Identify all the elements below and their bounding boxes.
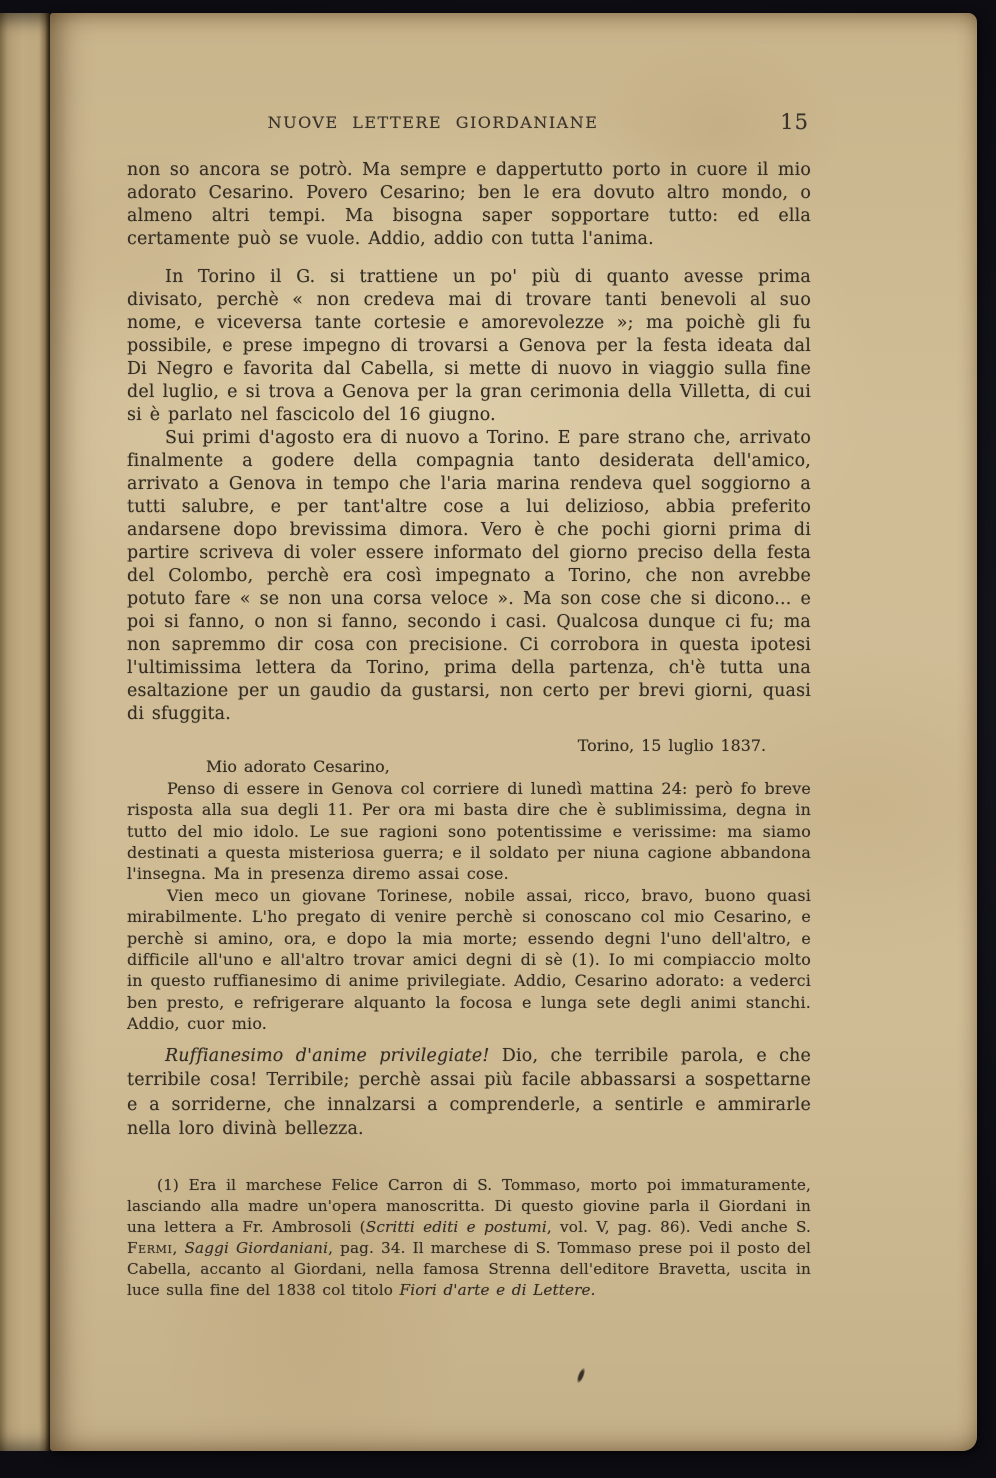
- footnote-cited-title-2: Saggi Giordaniani: [184, 1238, 329, 1257]
- footnote-text: ,: [172, 1238, 185, 1257]
- letter-paragraph-2: Vien meco un giovane Torinese, nobile assai, ricco, bravo, buono quasi mirabilmente. L'ho pregato di venire perchè si conoscano col mio Cesarino, e perchè si amino, ora, e dopo la mia morte; essendo degni l'uno dell'altro, e difficile all'uno e all'altro trovar amici degni di sè (1). Io mi compiaccio molto in questo ruffianesimo di anime privilegiate. Addio, Cesarino adorato: a vederci ben presto, e refrigerare alquanto la focosa e lunga sete degli animi stanchi. Addio, cuor mio.: [127, 885, 811, 1034]
- footnote-text: , vol. V, pag. 86). Vedi anche S.: [546, 1217, 812, 1236]
- footnote-cited-title-1: Scritti editi e postumi: [365, 1217, 547, 1236]
- letter-salutation: Mio adorato Cesarino,: [206, 757, 390, 777]
- letter-paragraph-1: Penso di essere in Genova col corriere di lunedì mattina 24: però fo breve risposta alla sua degli 11. Per ora mi basta dire che è sublimissima, degna in tutto del mio idolo. Le sue ragioni sono potentissime e verissime: ma siamo destinati a questa misteriosa guerra; e il soldato per niuna cagione abbandona l'insegna. Ma in presenza diremo assai cose.: [127, 778, 811, 884]
- commentary-italic-lead: Ruffianesimo d'anime privilegiate!: [165, 1045, 490, 1066]
- footnote-author-name: Fermi: [127, 1238, 173, 1257]
- page-number: 15: [780, 110, 809, 134]
- adjacent-page-edge: [0, 13, 50, 1451]
- paragraph-agosto: Sui primi d'agosto era di nuovo a Torino. E pare strano che, arrivato finalmente a godere della compagnia tanto desiderata dell'amico, arrivato a Genova in tempo che l'aria marina rendeva quel soggiorno a tutti salubre, e per tant'altre cose a lui delizioso, abbia preferito andarsene dopo brevissima dimora. Vero è che pochi giorni prima di partire scriveva di voler essere informato del giorno preciso della festa del Colombo, perchè era così impegnato a Torino, che non avrebbe potuto fare « se non una corsa veloce ». Ma son cose che si dicono... e poi si fanno, o non si fanno, secondo i casi. Qualcosa dunque ci fu; ma non sapremmo dir cosa con precisione. Ci corrobora in questa ipotesi l'ultimissima lettera da Torino, prima della partenza, ch'è tutta una esaltazione per un gaudio da gustarsi, non certo per brevi giorni, quasi di sfuggita.: [127, 428, 811, 724]
- text-block: [127, 159, 811, 1301]
- footnote-text: , pag. 34. Il marchese di S. Tommaso prese poi il posto del Cabella, accanto al Giordani, nella famosa Strenna dell'editore Bravetta, uscita in luce sulla fine del 1838 col titolo: [127, 1238, 811, 1299]
- paragraph-torino: In Torino il G. si trattiene un po' più di quanto avesse prima divisato, perchè « non credeva mai di trovare tanti benevoli al suo nome, e viceversa tante cortesie e amorevolezze »; ma poichè gli fu possibile, e prese impegno di trovarsi a Genova per la festa ideata dal Di Negro e favorita dal Cabella, si mette di nuovo in viaggio sulla fine del luglio, e si trova a Genova per la gran cerimonia della Villetta, di cui si è parlato nel fascicolo del 16 giugno.: [127, 267, 811, 425]
- footnote-paragraph: [127, 1175, 811, 1300]
- footnote-block: [127, 1175, 811, 1300]
- running-head: [127, 110, 811, 139]
- letter-dateline: Torino, 15 luglio 1837.: [577, 736, 766, 755]
- ink-blot: [575, 1366, 587, 1384]
- scanned-book-page: [50, 13, 977, 1451]
- footnote-cited-title-3: Fiori d'arte e di Lettere.: [399, 1280, 596, 1299]
- commentary-rest: Dio, che terribile parola, e che terribile cosa! Terribile; perchè assai più facile abbassarsi a sospettarne e a sorriderne, che innalzarsi a comprenderle, a sentirle e ammirarle nella loro divinà bellezza.: [127, 1045, 811, 1140]
- paragraph-continuation: non so ancora se potrò. Ma sempre e dappertutto porto in cuore il mio adorato Cesarino. Povero Cesarino; ben le era dovuto altro mondo, o almeno altri tempi. Ma bisogna saper sopportare tutto: ed ella certamente può se vuole. Addio, addio con tutta l'anima.: [127, 160, 811, 249]
- footnote-text: (1) Era il marchese Felice Carron di S. Tommaso, morto poi immaturamente, lasciando alla madre un'opera manoscritta. Di questo giovine parla il Giordani in una lettera a Fr. Ambrosoli (: [127, 1176, 811, 1236]
- quoted-letter: [127, 735, 811, 1035]
- commentary-paragraph: [127, 1044, 811, 1142]
- page-header-title: NUOVE LETTERE GIORDANIANE: [267, 113, 599, 132]
